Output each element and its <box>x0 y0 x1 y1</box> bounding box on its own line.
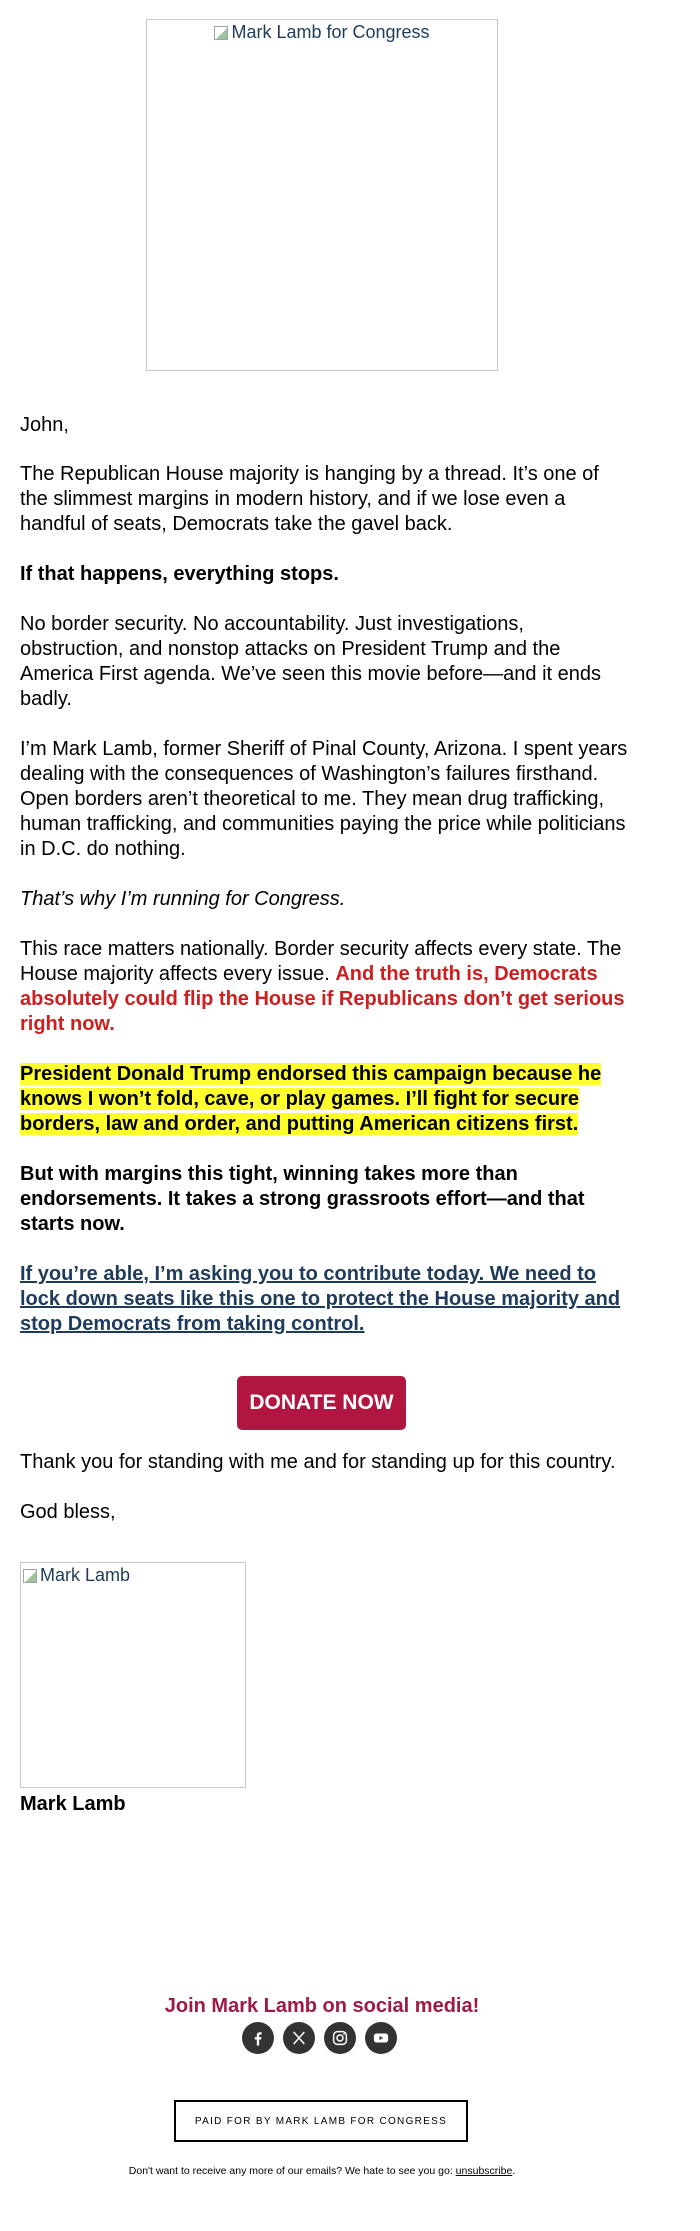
trump-endorsement-highlight: President Donald Trump endorsed this campaign because he knows I won’t fold, cave, or play games. I’ll fight for secure borders, law and order, and putting American citizens first. <box>20 1063 602 1135</box>
signature-name: Mark Lamb <box>20 1793 126 1815</box>
paragraph-trump-endorsed <box>20 1062 630 1137</box>
social-icons <box>242 2022 397 2054</box>
unsubscribe-notice <box>0 2165 644 2177</box>
broken-image-icon <box>23 1569 37 1583</box>
paragraph-no-border-security: No border security. No accountability. Just investigations, obstruction, and nonstop attacks on President Trump and the America First agenda. We’ve seen this movie before—and it ends badly. <box>20 613 602 710</box>
unsubscribe-text: Don't want to receive any more of our emails? We hate to see you go: <box>128 2165 456 2177</box>
unsubscribe-end: . <box>512 2165 516 2177</box>
unsubscribe-link[interactable]: unsubscribe <box>455 2165 513 2177</box>
instagram-icon[interactable] <box>324 2022 356 2054</box>
signature-image-alt: Mark Lamb <box>40 1565 131 1585</box>
paid-for-disclaimer: PAID FOR BY MARK LAMB FOR CONGRESS <box>174 2100 468 2142</box>
paragraph-contribute <box>20 1262 630 1337</box>
race-matters-text: This race matters nationally. Border security affects every state. The House majority affects every issue. <box>20 938 622 985</box>
paragraph-race-matters <box>20 937 630 1037</box>
paragraph-mark-lamb-intro: I’m Mark Lamb, former Sheriff of Pinal County, Arizona. I spent years dealing with the consequences of Washington’s failures firsthand. Open borders aren’t theoretical to me. They mean drug trafficking, human trafficking, and communities paying the price while politicians in D.C. do nothing. <box>20 738 628 860</box>
signature-image <box>20 1562 246 1788</box>
paragraph-running: That’s why I’m running for Congress. <box>20 888 346 910</box>
broken-image-icon <box>214 26 228 40</box>
closing: God bless, <box>20 1501 116 1523</box>
paragraph-thank-you: Thank you for standing with me and for standing up for this country. <box>20 1451 616 1473</box>
paragraph-everything-stops: If that happens, everything stops. <box>20 563 339 585</box>
contribute-link[interactable]: If you’re able, I’m asking you to contribute today. We need to lock down seats like this one to protect the House majority and stop Democrats from taking control. <box>20 1263 621 1335</box>
paragraph-majority: The Republican House majority is hanging by a thread. It’s one of the slimmest margins in modern history, and if we lose even a handful of seats, Democrats take the gavel back. <box>20 463 599 535</box>
greeting: John, <box>20 414 69 436</box>
social-title: Join Mark Lamb on social media! <box>164 1995 480 2017</box>
header-image-alt: Mark Lamb for Congress <box>231 22 430 42</box>
paragraph-margins: But with margins this tight, winning takes more than endorsements. It takes a strong grassroots effort—and that starts now. <box>20 1163 585 1235</box>
flip-house-warning: And the truth is, Democrats absolutely could flip the House if Republicans don’t get serious right now. <box>20 963 625 1035</box>
x-icon[interactable] <box>283 2022 315 2054</box>
donate-button[interactable]: DONATE NOW <box>237 1376 406 1430</box>
youtube-icon[interactable] <box>365 2022 397 2054</box>
facebook-icon[interactable] <box>242 2022 274 2054</box>
header-image <box>146 19 498 371</box>
